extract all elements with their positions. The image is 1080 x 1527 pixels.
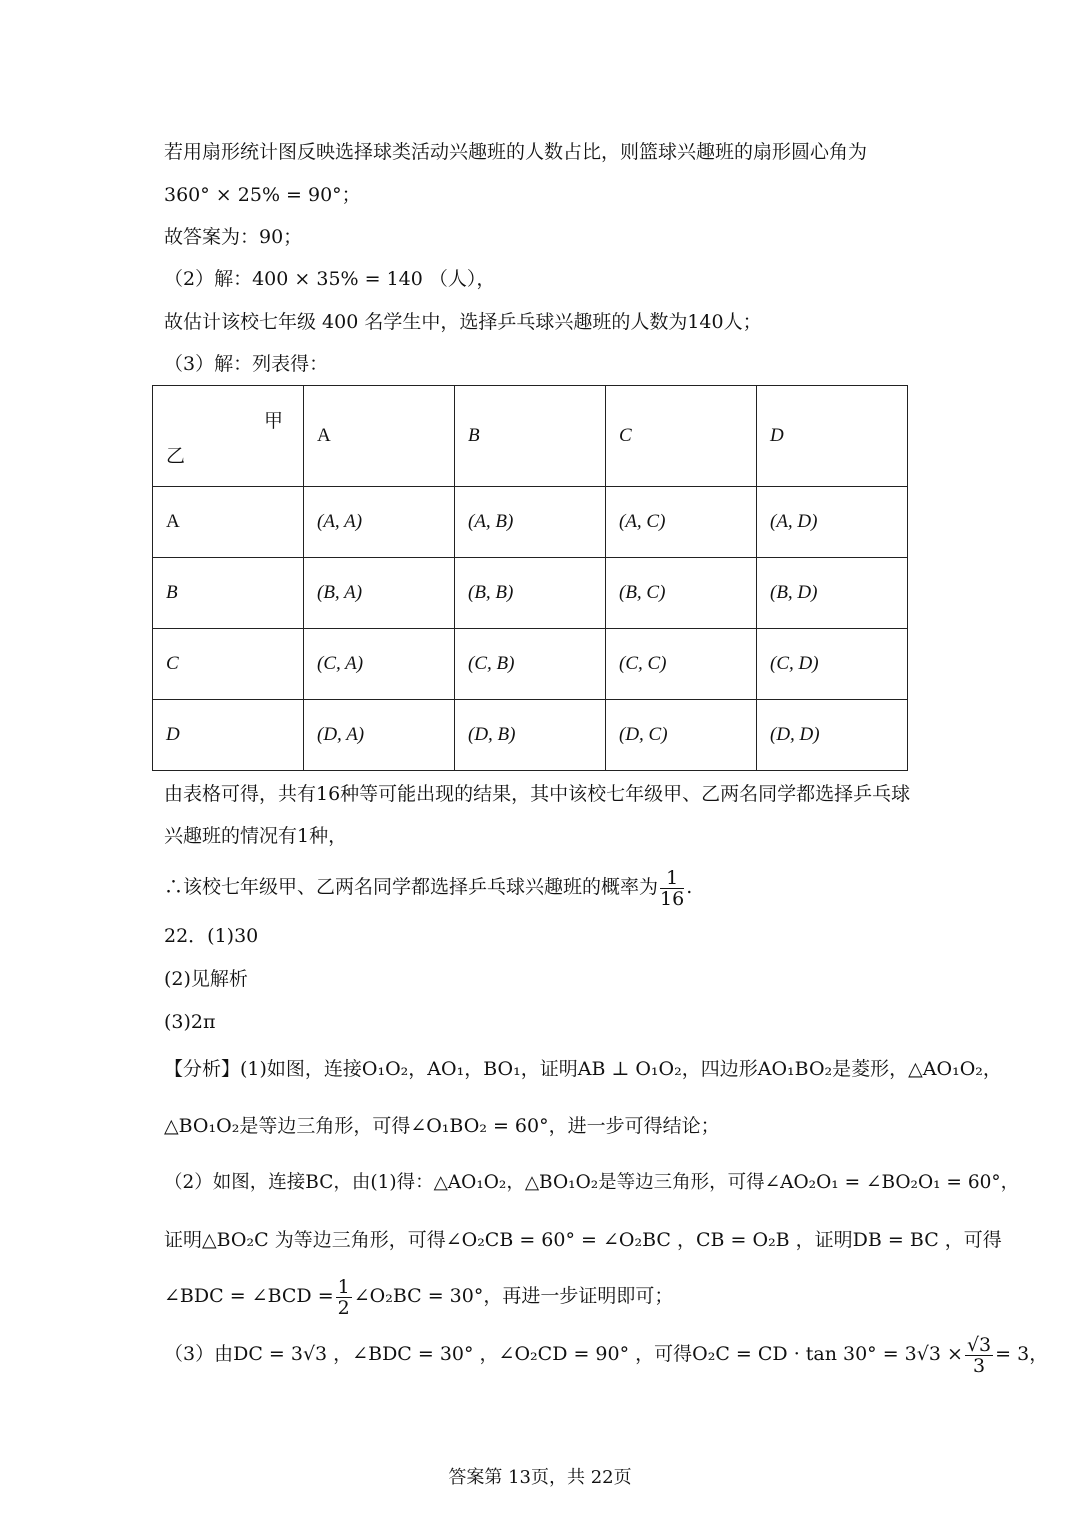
col-header: B	[455, 386, 606, 487]
text-line-14: △BO₁O₂是等边三角形，可得∠O₁BO₂ = 60°，进一步可得结论；	[164, 1115, 720, 1137]
table-cell: (C, C)	[606, 629, 757, 700]
corner-bottom-label: 乙	[166, 445, 186, 467]
table-cell: (C, A)	[304, 629, 455, 700]
row-header: B	[153, 558, 304, 629]
probability-text: ∴该校七年级甲、乙两名同学都选择乒乓球兴趣班的概率为	[164, 876, 659, 898]
table-cell: (D, D)	[757, 700, 908, 771]
table-cell: (A, B)	[455, 487, 606, 558]
fraction-numerator: 1	[660, 868, 684, 889]
table-cell: (A, C)	[606, 487, 757, 558]
outcome-table	[152, 385, 908, 771]
table-cell: (C, B)	[455, 629, 606, 700]
text-line-11: (2)见解析	[164, 968, 248, 990]
row-header: D	[153, 700, 304, 771]
table-cell: (B, A)	[304, 558, 455, 629]
row-header: A	[153, 487, 304, 558]
text-line-18	[164, 1330, 1048, 1378]
sqrt-fraction	[965, 1335, 993, 1376]
period: .	[686, 876, 693, 898]
text-line-13: 【分析】(1)如图，连接O₁O₂，AO₁，BO₁，证明AB ⊥ O₁O₂，四边形AO₁BO₂是菱形，△AO₁O₂，	[164, 1058, 1002, 1080]
text-line-4: （2）解：400 × 35% = 140 （人），	[164, 268, 496, 290]
table-cell: (A, A)	[304, 487, 455, 558]
table-cell: (D, C)	[606, 700, 757, 771]
table-cell: (D, A)	[304, 700, 455, 771]
table-corner-cell	[153, 386, 304, 487]
half-fraction	[336, 1277, 352, 1318]
table-cell: (D, B)	[455, 700, 606, 771]
table-row	[153, 487, 908, 558]
text-line-7: 由表格可得，共有16种等可能出现的结果，其中该校七年级甲、乙两名同学都选择乒乓球	[164, 783, 911, 805]
text-line-16: 证明△BO₂C 为等边三角形，可得∠O₂CB = 60° = ∠O₂BC ，CB = O₂B ，证明DB = BC ，可得	[164, 1229, 1002, 1251]
fraction-numerator: √3	[966, 1333, 992, 1356]
fraction-denominator: 3	[972, 1354, 986, 1377]
fraction-numerator: 1	[337, 1275, 350, 1298]
text-line-9	[164, 862, 692, 912]
table-cell: (B, C)	[606, 558, 757, 629]
table-cell: (B, D)	[757, 558, 908, 629]
probability-fraction	[660, 868, 684, 909]
tan-equation: （3）由DC = 3√3 ，∠BDC = 30° ，∠O₂CD = 90° ，可得O₂C = CD · tan 30° = 3√3 ×	[164, 1343, 963, 1365]
table-cell: (A, D)	[757, 487, 908, 558]
row-header: C	[153, 629, 304, 700]
table-cell: (B, B)	[455, 558, 606, 629]
col-header: D	[757, 386, 908, 487]
angle-equation: ∠BDC = ∠BCD =	[164, 1285, 334, 1307]
tan-equation-rest: = 3，	[995, 1343, 1049, 1365]
text-line-12: (3)2π	[164, 1011, 216, 1033]
text-line-10: 22．(1)30	[164, 925, 259, 947]
col-header: A	[304, 386, 455, 487]
fraction-denominator: 2	[337, 1296, 350, 1319]
text-line-8: 兴趣班的情况有1种，	[164, 825, 348, 847]
text-line-3: 故答案为：90；	[164, 226, 303, 248]
text-line-15: （2）如图，连接BC，由(1)得：△AO₁O₂，△BO₁O₂是等边三角形，可得∠AO₂O₁ = ∠BO₂O₁ = 60°，	[164, 1172, 1020, 1193]
page-footer: 答案第 13页，共 22页	[448, 1467, 632, 1488]
table-cell: (C, D)	[757, 629, 908, 700]
fraction-denominator: 16	[660, 887, 685, 910]
table-header-row	[153, 386, 908, 487]
text-line-17	[164, 1272, 673, 1320]
text-line-5: 故估计该校七年级 400 名学生中，选择乒乓球兴趣班的人数为140人；	[164, 311, 762, 333]
corner-top-label: 甲	[263, 410, 283, 432]
text-line-2: 360° × 25% = 90°；	[164, 184, 361, 206]
text-line-1: 若用扇形统计图反映选择球类活动兴趣班的人数占比，则篮球兴趣班的扇形圆心角为	[164, 141, 868, 163]
text-line-6: （3）解：列表得：	[164, 353, 329, 375]
table-row	[153, 700, 908, 771]
table-row	[153, 629, 908, 700]
angle-equation-rest: ∠O₂BC = 30°，再进一步证明即可；	[353, 1285, 674, 1307]
col-header: C	[606, 386, 757, 487]
table-row	[153, 558, 908, 629]
